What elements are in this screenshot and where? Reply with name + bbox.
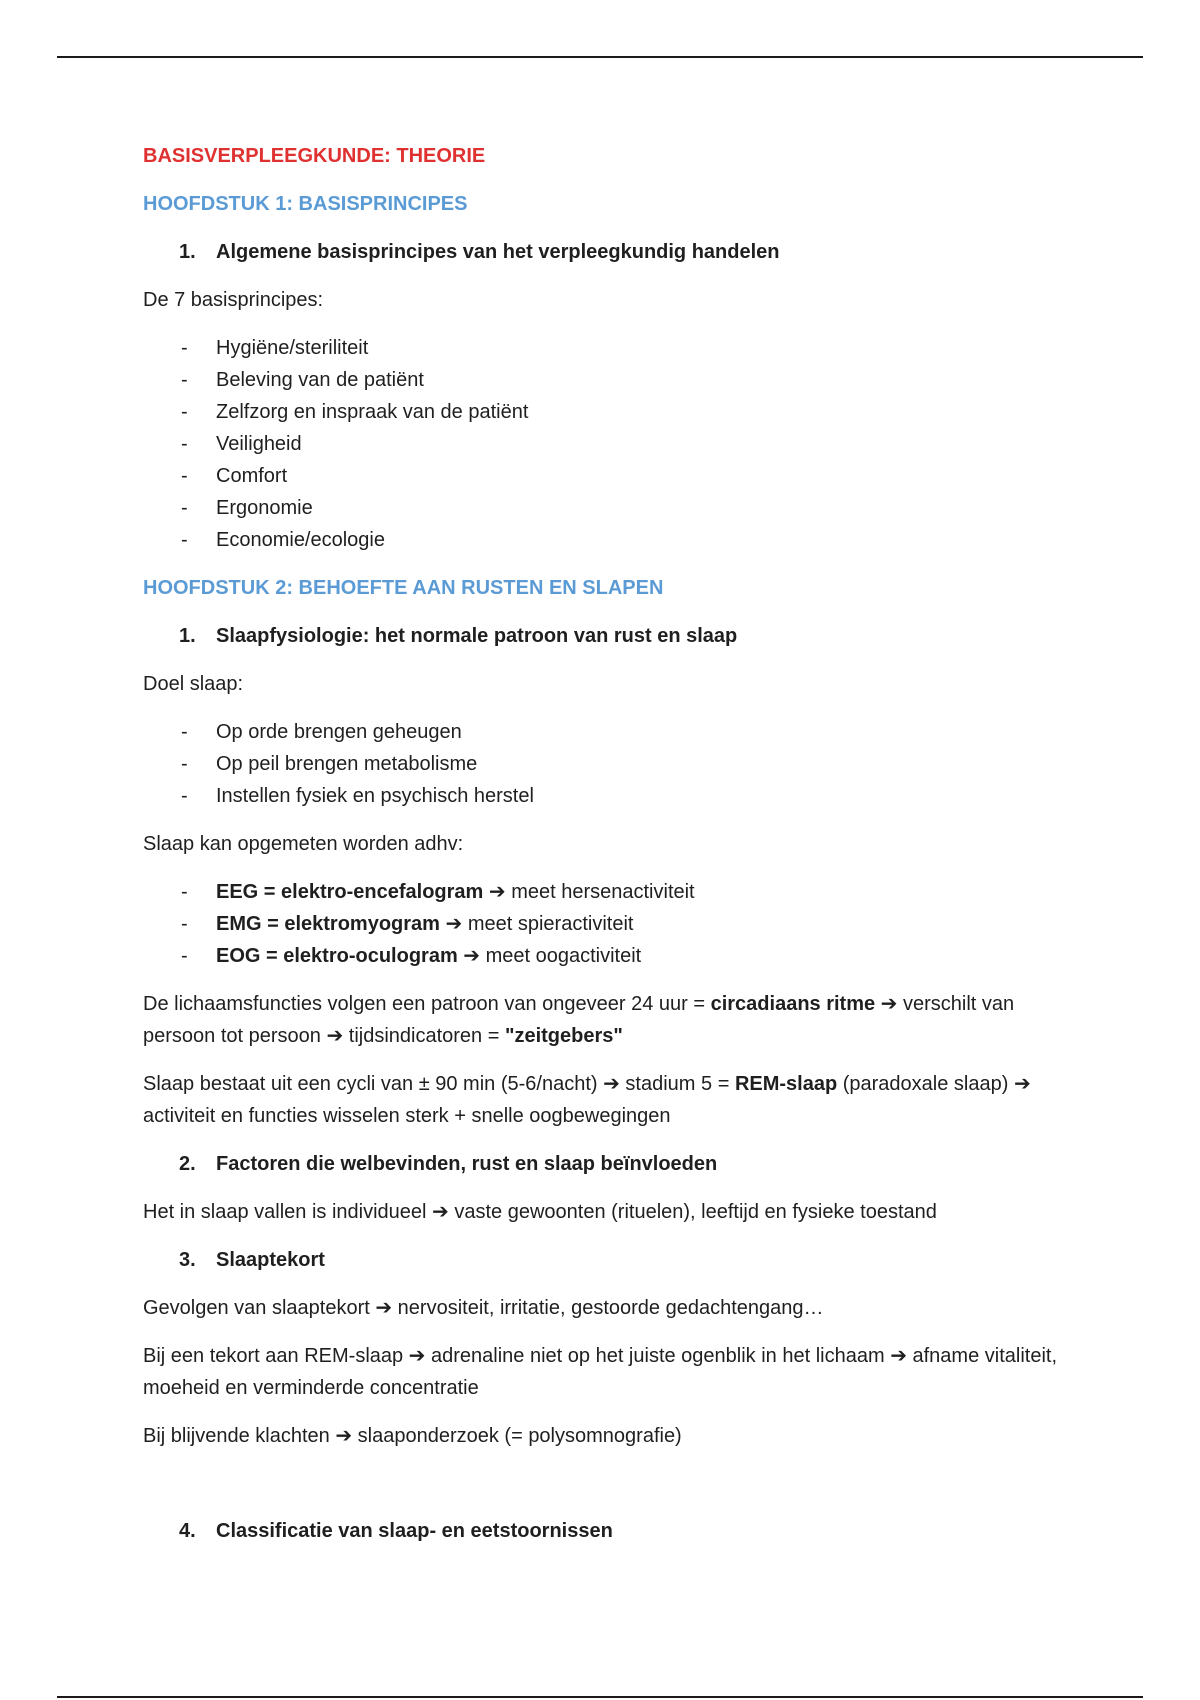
section-title: Classificatie van slaap- en eetstoornissen	[216, 1520, 613, 1542]
list-item	[143, 908, 1063, 940]
bold-term: REM-slaap	[734, 1073, 838, 1095]
section-number: 3.	[179, 1249, 196, 1271]
document-title: BASISVERPLEEGKUNDE: THEORIE	[143, 145, 486, 167]
header-rule	[57, 56, 1143, 58]
footer-rule	[57, 1696, 1143, 1698]
section-heading	[143, 1515, 1063, 1547]
text-run: De lichaamsfuncties volgen een patroon van ongeveer 24 uur =	[143, 993, 711, 1015]
list-item: - Op orde brengen geheugen	[143, 716, 1063, 748]
section-title: Algemene basisprincipes van het verpleegkundig handelen	[216, 241, 780, 263]
paragraph	[143, 1068, 1063, 1132]
list-item: - Ergonomie	[143, 492, 1063, 524]
paragraph: Bij een tekort aan REM-slaap ➔ adrenaline niet op het juiste ogenblik in het lichaam ➔ afname vitaliteit, moeheid en verminderde concentratie	[143, 1345, 1058, 1399]
bold-term: circadiaans ritme	[710, 993, 876, 1015]
list-item: - Instellen fysiek en psychisch herstel	[143, 780, 1063, 812]
definition: ➔ meet oogactiviteit	[457, 945, 642, 967]
section-title: Factoren die welbevinden, rust en slaap beïnvloeden	[216, 1153, 718, 1175]
measurement-list	[143, 876, 1063, 972]
list-item: - Beleving van de patiënt	[143, 364, 1063, 396]
section-heading	[143, 620, 1063, 652]
paragraph: De 7 basisprincipes:	[143, 289, 324, 311]
term: EEG = elektro-encefalogram	[216, 881, 484, 903]
list-item: - Zelfzorg en inspraak van de patiënt	[143, 396, 1063, 428]
section-heading	[143, 1244, 1063, 1276]
list-item: - Comfort	[143, 460, 1063, 492]
text-run: ➔ verschilt van persoon tot persoon ➔ tijdsindicatoren =	[143, 993, 1015, 1047]
paragraph	[143, 988, 1063, 1052]
section-heading	[143, 236, 1063, 268]
definition: ➔ meet spieractiviteit	[439, 913, 634, 935]
bold-term: "zeitgebers"	[504, 1025, 623, 1047]
list-item: - Op peil brengen metabolisme	[143, 748, 1063, 780]
principles-list	[143, 332, 1063, 556]
text-run: (paradoxale slaap) ➔ activiteit en functies wisselen sterk + snelle oogbewegingen	[143, 1073, 1031, 1127]
list-item	[143, 876, 1063, 908]
section-number: 4.	[179, 1520, 196, 1542]
definition: ➔ meet hersenactiviteit	[483, 881, 695, 903]
text-run: Slaap bestaat uit een cycli van ± 90 min (5-6/nacht) ➔ stadium 5 =	[143, 1073, 735, 1095]
paragraph: Slaap kan opgemeten worden adhv:	[143, 833, 464, 855]
paragraph: Het in slaap vallen is individueel ➔ vaste gewoonten (rituelen), leeftijd en fysieke toestand	[143, 1201, 937, 1223]
document-body	[143, 140, 1063, 1563]
section-title: Slaaptekort	[216, 1249, 325, 1271]
section-number: 1.	[179, 625, 196, 647]
list-item: - Economie/ecologie	[143, 524, 1063, 556]
paragraph: Bij blijvende klachten ➔ slaaponderzoek (= polysomnografie)	[143, 1425, 682, 1447]
list-item: - Hygiëne/steriliteit	[143, 332, 1063, 364]
section-number: 2.	[179, 1153, 196, 1175]
sleep-goals-list	[143, 716, 1063, 812]
chapter-1-heading: HOOFDSTUK 1: BASISPRINCIPES	[143, 193, 468, 215]
section-heading	[143, 1148, 1063, 1180]
term: EMG = elektromyogram	[216, 913, 440, 935]
list-item: - Veiligheid	[143, 428, 1063, 460]
paragraph: Doel slaap:	[143, 673, 244, 695]
term: EOG = elektro-oculogram	[216, 945, 458, 967]
chapter-2-heading: HOOFDSTUK 2: BEHOEFTE AAN RUSTEN EN SLAPEN	[143, 577, 664, 599]
blank-line	[143, 1468, 1063, 1515]
section-title: Slaapfysiologie: het normale patroon van rust en slaap	[216, 625, 738, 647]
list-item	[143, 940, 1063, 972]
section-number: 1.	[179, 241, 196, 263]
paragraph: Gevolgen van slaaptekort ➔ nervositeit, irritatie, gestoorde gedachtengang…	[143, 1297, 824, 1319]
